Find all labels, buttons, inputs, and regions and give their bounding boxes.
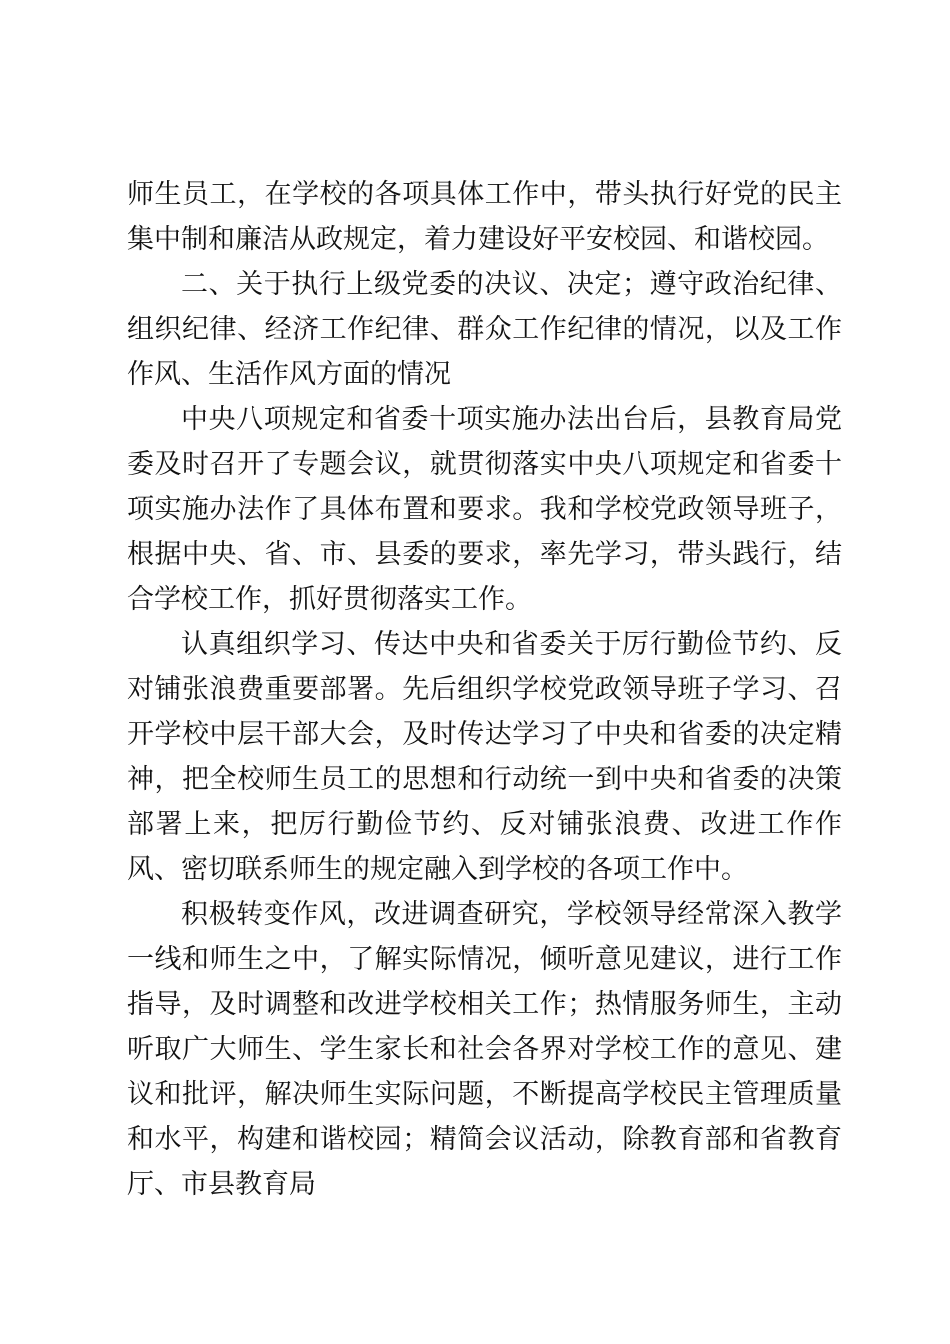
section-heading-2: 二、关于执行上级党委的决议、决定；遵守政治纪律、组织纪律、经济工作纪律、群众工作纪律的情况，以及工作作风、生活作风方面的情况 — [127, 269, 842, 390]
paragraph-5: 积极转变作风，改进调查研究，学校领导经常深入教学一线和师生之中，了解实际情况，倾听意见建议，进行工作指导，及时调整和改进学校相关工作；热情服务师生，主动听取广大师生、学生家长和社会各界对学校工作的意见、建议和批评，解决师生实际问题，不断提高学校民主管理质量和水平，构建和谐校园；精简会议活动，除教育部和省教育厅、市县教育局 — [127, 899, 842, 1200]
document-body — [127, 172, 842, 1207]
paragraph-3: 中央八项规定和省委十项实施办法出台后，县教育局党委及时召开了专题会议，就贯彻落实中央八项规定和省委十项实施办法作了具体布置和要求。我和学校党政领导班子，根据中央、省、市、县委的要求，率先学习，带头践行，结合学校工作，抓好贯彻落实工作。 — [127, 404, 842, 615]
paragraph-1: 师生员工，在学校的各项具体工作中，带头执行好党的民主集中制和廉洁从政规定，着力建设好平安校园、和谐校园。 — [127, 179, 842, 255]
paragraph-4: 认真组织学习、传达中央和省委关于厉行勤俭节约、反对铺张浪费重要部署。先后组织学校党政领导班子学习、召开学校中层干部大会，及时传达学习了中央和省委的决定精神，把全校师生员工的思想和行动统一到中央和省委的决策部署上来，把厉行勤俭节约、反对铺张浪费、改进工作作风、密切联系师生的规定融入到学校的各项工作中。 — [127, 629, 842, 885]
